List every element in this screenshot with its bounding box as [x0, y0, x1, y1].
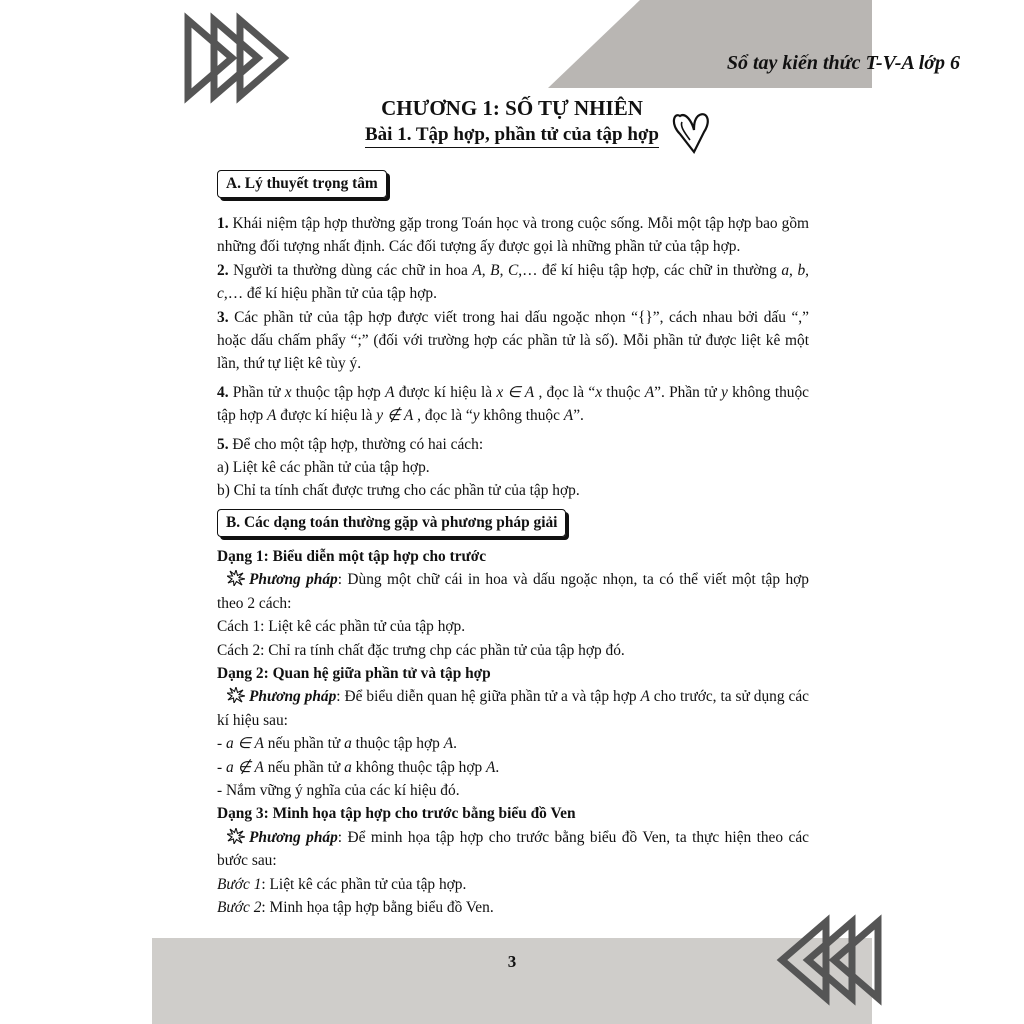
lesson-title-text: Bài 1. Tập hợp, phần tử của tập hợp — [365, 124, 659, 148]
main-content — [217, 170, 809, 919]
sparkle-icon — [227, 828, 245, 844]
dang-1-line-2: Cách 2: Chỉ ra tính chất đặc trưng chp các phần tử của tập hợp đó. — [217, 641, 625, 659]
heart-icon — [672, 108, 714, 158]
lesson-title — [0, 124, 1024, 146]
sparkle-icon — [227, 570, 245, 586]
dang-1-title: Dạng 1: Biểu diễn một tập hợp cho trước — [217, 547, 487, 565]
footer-band — [152, 938, 872, 1024]
theory-sub-item-a: a) Liệt kê các phần tử của tập hợp. — [217, 459, 430, 477]
page-number: 3 — [507, 952, 517, 971]
theory-item-4: 4. Phần tử x thuộc tập hợp A được kí hiệu là x ∈ A , đọc là “x thuộc A”. Phần tử y không thuộc tập hợp A được kí hiệu là y ∉ A , đọc là “y không thuộc A”. — [217, 383, 810, 425]
dang-2-method: Phương pháp: Để biểu diễn quan hệ giữa phần tử a và tập hợp A cho trước, ta sử dụng các kí hiệu sau: — [217, 688, 809, 729]
dang-3-step-2: Bước 2: Minh họa tập hợp bằng biểu đồ Ven. — [217, 898, 494, 916]
theory-item-1: 1. Khái niệm tập hợp thường gặp trong Toán học và trong cuộc sống. Mỗi một tập hợp bao gồm những đối tượng nhất định. Các đối tượng ấy được gọi là những phần tử của tập hợp. — [217, 215, 809, 256]
chapter-title: CHƯƠNG 1: SỐ TỰ NHIÊN — [381, 96, 643, 120]
dang-3-title: Dạng 3: Minh họa tập hợp cho trước bằng biểu đồ Ven — [217, 805, 576, 823]
dang-3-method: Phương pháp: Để minh họa tập hợp cho trước bằng biểu đồ Ven, ta thực hiện theo các bước sau: — [217, 828, 809, 870]
section-b-heading: B. Các dạng toán thường gặp và phương pháp giải — [217, 509, 566, 537]
dang-3-step-1: Bước 1: Liệt kê các phần tử của tập hợp. — [217, 875, 467, 893]
dang-2-line-1: - a ∈ A nếu phần tử a thuộc tập hợp A. — [217, 735, 457, 753]
theory-item-3: 3. Các phần tử của tập hợp được viết trong hai dấu ngoặc nhọn “{}”, cách nhau bởi dấu “,” hoặc dấu chấm phẩy “;” (đối với trường hợp các phần tử là số). Mỗi phần tử được liệt kê một lần, thứ tự liệt kê tùy ý. — [217, 308, 809, 373]
dang-2-title: Dạng 2: Quan hệ giữa phần tử và tập hợp — [217, 664, 491, 682]
dang-2-line-2: - a ∉ A nếu phần tử a không thuộc tập hợp A. — [217, 758, 500, 776]
book-title: Sổ tay kiến thức T-V-A lớp 6 — [726, 52, 960, 74]
dang-1-method: Phương pháp: Dùng một chữ cái in hoa và dấu ngoặc nhọn, ta có thể viết một tập hợp theo 2 cách: — [217, 571, 809, 612]
theory-item-2: 2. Người ta thường dùng các chữ in hoa A, B, C,… để kí hiệu tập hợp, các chữ in thường a, b, c,… để kí hiệu phần tử của tập hợp. — [217, 261, 809, 303]
dang-1-line-1: Cách 1: Liệt kê các phần tử của tập hợp. — [217, 618, 466, 636]
section-a-heading: A. Lý thuyết trọng tâm — [217, 170, 387, 198]
sparkle-icon — [227, 687, 245, 703]
dang-2-line-3: - Nắm vững ý nghĩa của các kí hiệu đó. — [217, 781, 460, 799]
theory-sub-item-b: b) Chỉ ta tính chất được trưng cho các phần tử của tập hợp. — [217, 482, 580, 500]
theory-item-5: 5. Để cho một tập hợp, thường có hai cách: — [217, 435, 484, 453]
